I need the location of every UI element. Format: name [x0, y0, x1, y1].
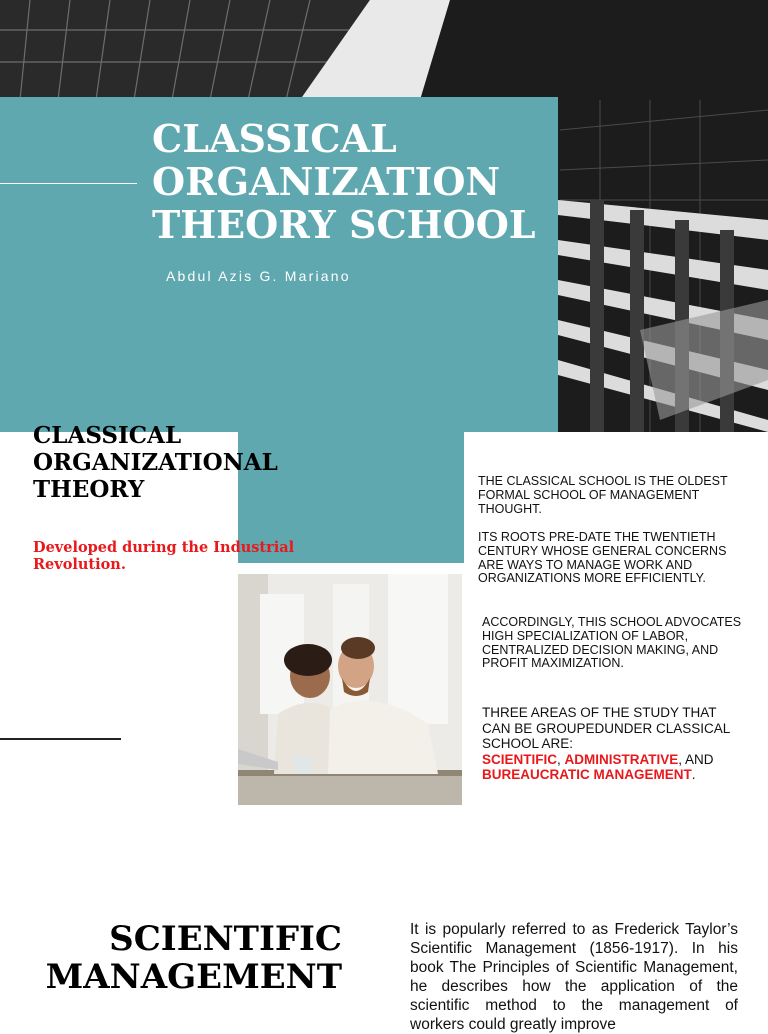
paragraph-oldest-school: THE CLASSICAL SCHOOL IS THE OLDEST FORMAL SCHOOL OF MANAGEMENT THOUGHT.	[478, 474, 728, 516]
section-subheading: Developed during the Industrial Revolution.	[33, 539, 295, 573]
overview-slide	[0, 422, 768, 864]
slide-title-line: CLASSICAL	[152, 116, 397, 161]
section-heading	[33, 422, 333, 503]
heading-line: CLASSICAL	[33, 422, 182, 449]
scientific-management-slide	[0, 864, 768, 1033]
slide-title-line: ORGANIZATION	[152, 159, 501, 204]
section-divider	[0, 738, 121, 740]
slide-title	[152, 117, 552, 246]
slide-title-line: THEORY SCHOOL	[152, 202, 536, 247]
area-scientific: SCIENTIFIC	[482, 751, 558, 767]
section-heading	[46, 920, 342, 996]
heading-line: THEORY	[33, 476, 145, 503]
areas-separator: ,	[557, 751, 561, 767]
paragraph-roots: ITS ROOTS PRE-DATE THE TWENTIETH CENTURY WHOSE GENERAL CONCERNS ARE WAYS TO MANAGE WORK AND ORGANIZATIONS MORE EFFICIENTLY.	[478, 530, 727, 586]
title-divider	[0, 183, 137, 184]
heading-line: ORGANIZATIONAL	[33, 449, 278, 476]
title-slide	[0, 0, 768, 432]
author-name: Abdul Azis G. Mariano	[166, 268, 351, 284]
area-administrative: ADMINISTRATIVE	[564, 751, 679, 767]
areas-intro: THREE AREAS OF THE STUDY THAT CAN BE GROUPEDUNDER CLASSICAL SCHOOL ARE:	[482, 705, 730, 752]
heading-line: SCIENTIFIC	[109, 919, 342, 959]
paragraph-specialization: ACCORDINGLY, THIS SCHOOL ADVOCATES HIGH SPECIALIZATION OF LABOR, CENTRALIZED DECISION MAKING, AND PROFIT MAXIMIZATION.	[482, 615, 742, 671]
areas-separator: , AND	[678, 751, 714, 767]
paragraph-three-areas	[482, 705, 744, 783]
body-text: It is popularly referred to as Frederick Taylor’s Scientific Management (1856-1917). In his book The Principles of Scientific Management, he describes how the application of the scientific method to the management of workers could greatly improve	[410, 921, 738, 1033]
areas-end: .	[691, 767, 696, 783]
two-men-at-laptop-photo	[238, 574, 462, 805]
heading-line: MANAGEMENT	[45, 957, 342, 997]
area-bureaucratic: BUREAUCRATIC MANAGEMENT	[482, 767, 692, 783]
